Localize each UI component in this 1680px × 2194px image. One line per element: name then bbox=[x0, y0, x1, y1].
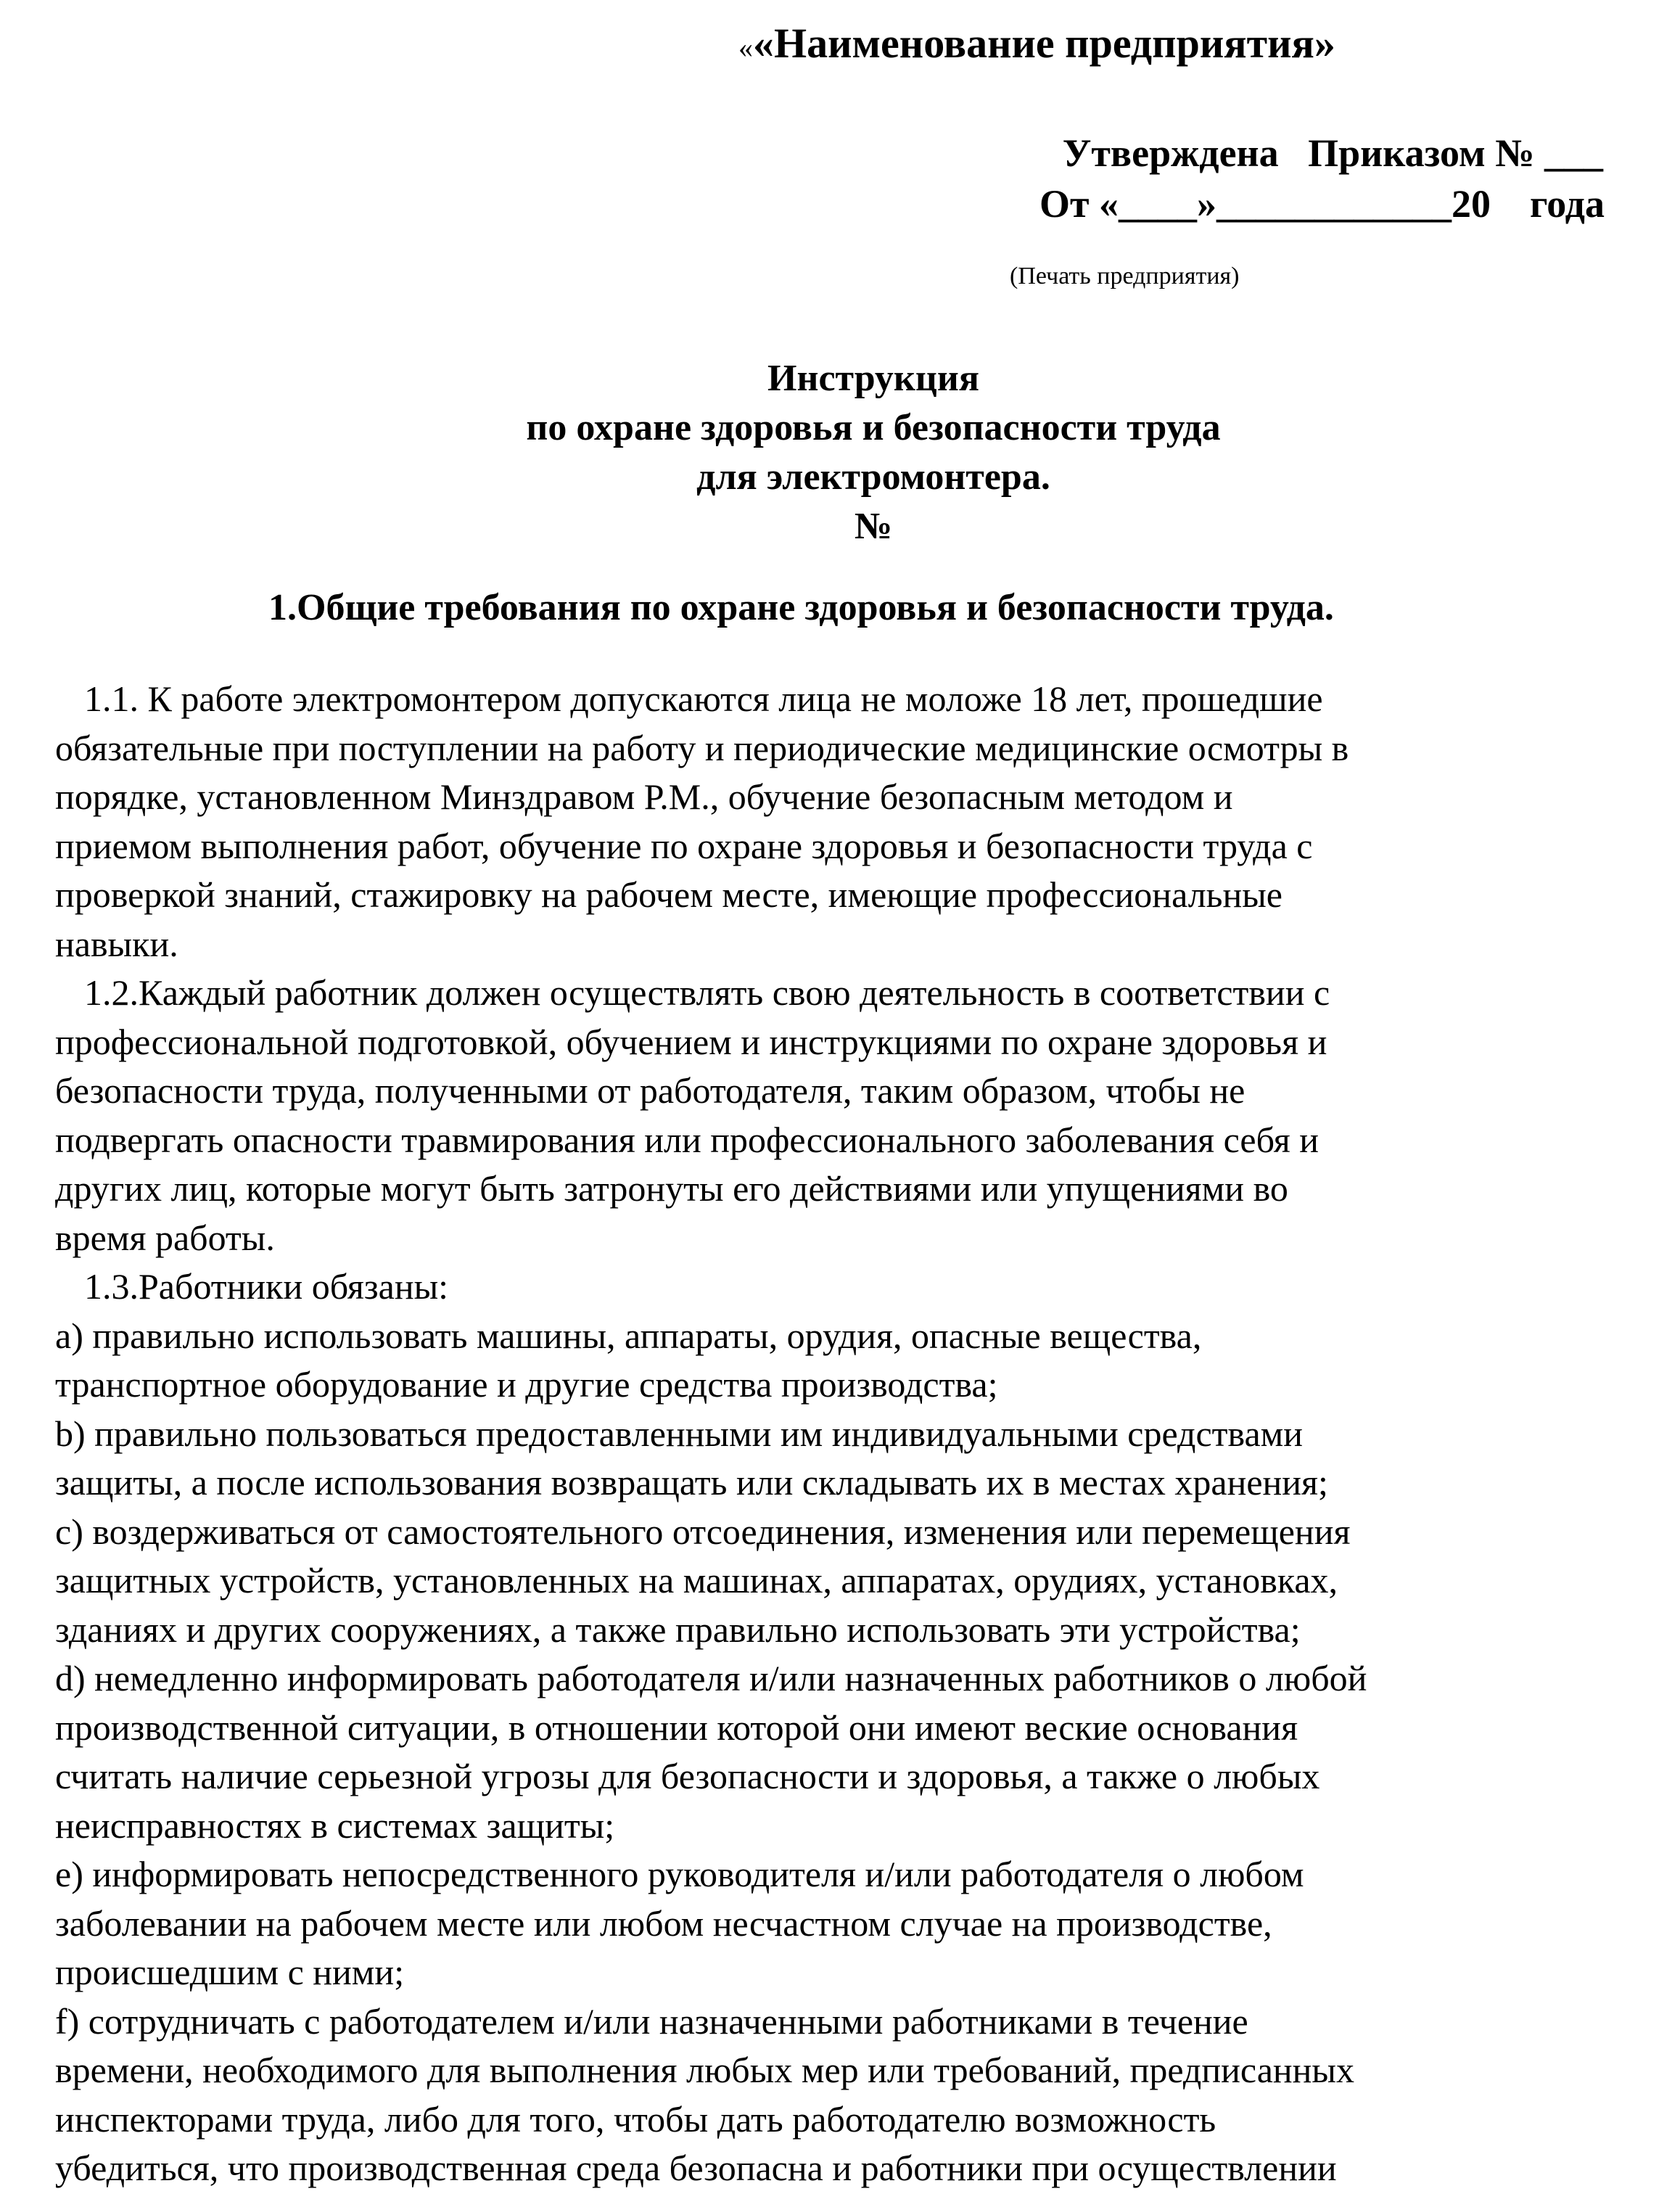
body-line: неисправностях в системах защиты; bbox=[55, 1804, 615, 1846]
body-line: b) правильно пользоваться предоставленными им индивидуальными средствами bbox=[55, 1413, 1304, 1454]
body-line: безопасности труда, полученными от работодателя, таким образом, чтобы не bbox=[55, 1070, 1245, 1111]
body-line: заболевании на рабочем месте или любом несчастном случае на производстве, bbox=[55, 1902, 1272, 1944]
body-line: убедиться, что производственная среда безопасна и работники при осуществлении bbox=[55, 2148, 1337, 2188]
body-line: других лиц, которые могут быть затронуты его действиями или упущениями во bbox=[55, 1168, 1288, 1209]
body-line: инспекторами труда, либо для того, чтобы дать работодателю возможность bbox=[55, 2098, 1216, 2140]
body-line: транспортное оборудование и другие средства производства; bbox=[55, 1364, 998, 1405]
section-body bbox=[55, 675, 1636, 2193]
document-title bbox=[0, 354, 1680, 551]
body-line: навыки. bbox=[55, 923, 178, 964]
approval-date-line: От «____»____________20 года bbox=[1039, 182, 1605, 226]
body-line: проверкой знаний, стажировку на рабочем месте, имеющие профессиональные bbox=[55, 874, 1282, 915]
body-line: 1.2.Каждый работник должен осуществлять свою деятельность в соответствии с bbox=[84, 972, 1330, 1013]
title-line-1: Инструкция bbox=[767, 358, 979, 399]
company-name-text: «Наименование предприятия» bbox=[753, 20, 1335, 67]
body-line: порядке, установленном Минздравом Р.М., обучение безопасным методом и bbox=[55, 776, 1233, 817]
title-line-4: № bbox=[854, 506, 893, 547]
approval-block bbox=[798, 128, 1610, 229]
body-line: f) сотрудничать с работодателем и/или назначенными работниками в течение bbox=[55, 2000, 1248, 2042]
body-line: профессиональной подготовкой, обучением и инструкциями по охране здоровья и bbox=[55, 1021, 1327, 1062]
body-line: защиты, а после использования возвращать или складывать их в местах хранения; bbox=[55, 1462, 1328, 1503]
body-line: обязательные при поступлении на работу и периодические медицинские осмотры в bbox=[55, 727, 1349, 768]
body-line: приемом выполнения работ, обучение по охране здоровья и безопасности труда с bbox=[55, 825, 1313, 866]
company-name bbox=[738, 20, 1335, 67]
body-line: 1.1. К работе электромонтером допускаются лица не моложе 18 лет, прошедшие bbox=[84, 678, 1323, 719]
body-line: производственной ситуации, в отношении которой они имеют веские основания bbox=[55, 1706, 1298, 1748]
body-line: 1.3.Работники обязаны: bbox=[84, 1266, 449, 1307]
body-line: происшедшим с ними; bbox=[55, 1952, 405, 1992]
approval-order-line: Утверждена Приказом № ___ bbox=[1062, 131, 1603, 175]
body-line: времени, необходимого для выполнения любых мер или требований, предписанных bbox=[55, 2050, 1354, 2090]
stamp-placeholder: (Печать предприятия) bbox=[1010, 263, 1240, 289]
body-line: e) информировать непосредственного руководителя и/или работодателя о любом bbox=[55, 1854, 1304, 1894]
body-line: a) правильно использовать машины, аппараты, орудия, опасные вещества, bbox=[55, 1315, 1202, 1356]
body-line: подвергать опасности травмирования или профессионального заболевания себя и bbox=[55, 1119, 1319, 1160]
title-line-2: по охране здоровья и безопасности труда bbox=[526, 407, 1221, 448]
title-line-3: для электромонтера. bbox=[696, 456, 1050, 498]
body-line: время работы. bbox=[55, 1217, 275, 1258]
body-line: c) воздерживаться от самостоятельного отсоединения, изменения или перемещения bbox=[55, 1511, 1351, 1552]
body-line: защитных устройств, установленных на машинах, аппаратах, орудиях, установках, bbox=[55, 1560, 1338, 1601]
body-line: d) немедленно информировать работодателя и/или назначенных работников о любой bbox=[55, 1658, 1367, 1698]
section-heading: 1.Общие требования по охране здоровья и безопасности труда. bbox=[268, 587, 1334, 628]
company-quote-mark: « bbox=[738, 31, 753, 64]
body-line: считать наличие серьезной угрозы для безопасности и здоровья, а также о любых bbox=[55, 1756, 1320, 1796]
body-line: зданиях и других сооружениях, а также правильно использовать эти устройства; bbox=[55, 1608, 1301, 1650]
